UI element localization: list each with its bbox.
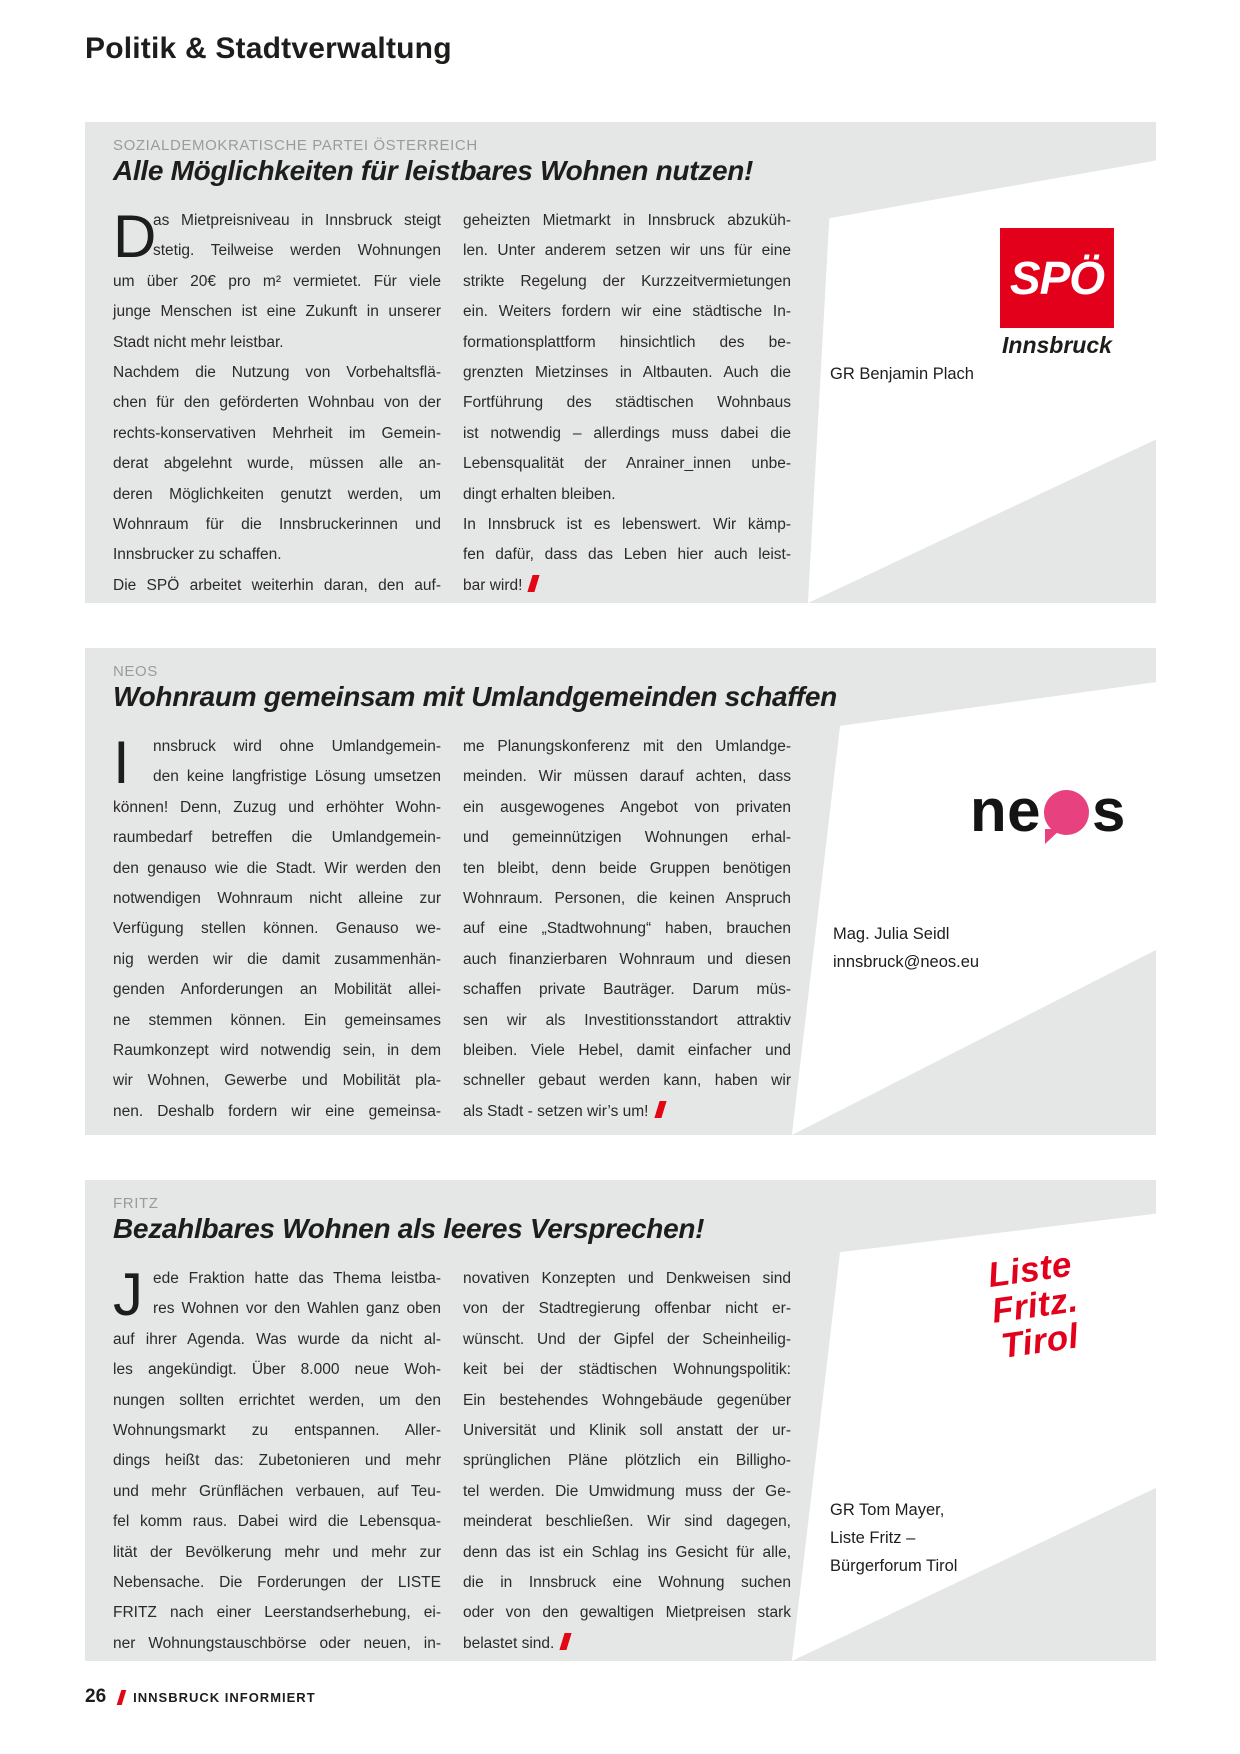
text-line: fen dafür, dass das Leben hier auch leist- bbox=[463, 546, 791, 564]
section-title: Alle Möglichkeiten für leistbares Wohnen nutzen! bbox=[113, 155, 754, 186]
text-line: Die SPÖ arbeitet weiterhin daran, den auf- bbox=[113, 576, 441, 594]
text-line: Wohnraum für die Innsbruckerinnen und bbox=[113, 516, 441, 534]
text-line: ein ausgewogenes Angebot von privaten bbox=[463, 798, 791, 816]
text-line: ten bleibt, denn beide Gruppen benötigen bbox=[463, 859, 791, 877]
text-line: keit bei der städtischen Wohnungspolitik: bbox=[463, 1361, 791, 1379]
author-caption bbox=[830, 1496, 957, 1580]
text-column-right bbox=[463, 732, 791, 1127]
text-line: Ein bestehendes Wohngebäude gegenüber bbox=[463, 1391, 791, 1409]
neos-logo-left: ne bbox=[970, 777, 1042, 844]
text-line: FRITZ nach einer Leerstandserhebung, ei- bbox=[113, 1604, 441, 1622]
section-spoe bbox=[85, 122, 1156, 603]
caption-line: Mag. Julia Seidl bbox=[833, 925, 950, 943]
text-line: ede Fraktion hatte das Thema leistba- bbox=[153, 1270, 441, 1287]
magazine-name: INNSBRUCK INFORMIERT bbox=[133, 1689, 316, 1705]
text-line: sen wir als Investitionsstandort attraktiv bbox=[463, 1011, 791, 1029]
text-line: Raumkonzept wird notwendig sein, in dem bbox=[113, 1042, 441, 1060]
text-column-right bbox=[463, 206, 791, 601]
text-line: novativen Konzepten und Denkweisen sind bbox=[463, 1270, 791, 1287]
text-line: oder von den gewaltigen Mietpreisen stark bbox=[463, 1604, 791, 1622]
text-line: Universität und Klinik soll anstatt der ur- bbox=[463, 1422, 791, 1440]
page-footer bbox=[85, 1686, 316, 1708]
text-line: stetig. Teilweise werden Wohnungen bbox=[153, 242, 441, 260]
text-line: als Stadt - setzen wir’s um! bbox=[463, 1097, 791, 1127]
text-line: fel komm raus. Dabei wird die Lebensqua- bbox=[113, 1513, 441, 1531]
section-fritz bbox=[85, 1180, 1156, 1661]
text-line: ist notwendig – allerdings muss dabei die bbox=[463, 424, 791, 442]
text-column-left bbox=[113, 203, 441, 601]
text-line: schaffen private Bauträger. Darum müs- bbox=[463, 981, 791, 999]
section-label: SOZIALDEMOKRATISCHE PARTEI ÖSTERREICH bbox=[113, 137, 478, 154]
neos-logo bbox=[970, 776, 1126, 845]
text-line: Nebensache. Die Forderungen der LISTE bbox=[113, 1574, 441, 1592]
text-line: meinden. Wir müssen darauf achten, dass bbox=[463, 768, 791, 786]
text-line: lität der Bevölkerung mehr und mehr zur bbox=[113, 1543, 441, 1561]
text-line: geheizten Mietmarkt in Innsbruck abzuküh- bbox=[463, 212, 791, 229]
text-line: me Planungskonferenz mit den Umlandge- bbox=[463, 738, 791, 755]
text-line: Stadt nicht mehr leistbar. bbox=[113, 333, 284, 351]
text-line: von der Stadtregierung offenbar nicht er- bbox=[463, 1300, 791, 1318]
section-neos bbox=[85, 648, 1156, 1135]
caption-line: Liste Fritz – bbox=[830, 1529, 916, 1547]
text-line: rechts-konservativen Mehrheit im Gemein- bbox=[113, 424, 441, 442]
dropcap-letter: D bbox=[113, 203, 157, 270]
text-line: denn das ist ein Schlag ins Gesicht für alle, bbox=[463, 1543, 791, 1561]
text-line: bar wird! bbox=[463, 571, 791, 601]
end-slash-icon bbox=[528, 575, 540, 592]
logo-line: Fritz. bbox=[989, 1280, 1081, 1331]
text-columns bbox=[113, 1261, 791, 1659]
text-line: und gemeinnützigen Wohnungen erhal- bbox=[463, 829, 791, 847]
text-line: Innsbrucker zu schaffen. bbox=[113, 546, 282, 564]
caption-line: GR Benjamin Plach bbox=[830, 365, 974, 383]
caption-line: innsbruck@neos.eu bbox=[833, 953, 980, 971]
text-line: raumbedarf betreffen die Umlandgemein- bbox=[113, 829, 441, 847]
text-column-left bbox=[113, 729, 441, 1127]
dropcap-letter: J bbox=[113, 1261, 143, 1328]
text-line: den keine langfristige Lösung umsetzen bbox=[153, 768, 441, 786]
text-line: auf ihrer Agenda. Was wurde da nicht al- bbox=[113, 1330, 441, 1348]
text-line: Wohnraum. Personen, die keinen Anspruch bbox=[463, 890, 791, 908]
spoe-logo: SPÖ bbox=[1000, 228, 1114, 328]
text-line: schneller gebaut werden kann, haben wir bbox=[463, 1072, 791, 1090]
text-line: wünscht. Und der Gipfel der Scheinheilig- bbox=[463, 1330, 791, 1348]
text-line: belastet sind. bbox=[463, 1629, 791, 1659]
text-line: nungen sollten errichtet werden, um den bbox=[113, 1391, 441, 1409]
text-line: können! Denn, Zuzug und erhöhter Wohn- bbox=[113, 798, 441, 816]
section-title: Bezahlbares Wohnen als leeres Versprechen! bbox=[113, 1213, 705, 1244]
text-line: dingt erhalten bleiben. bbox=[463, 485, 616, 503]
page-number: 26 bbox=[85, 1686, 107, 1707]
text-line: formationsplattform hinsichtlich des be- bbox=[463, 333, 791, 351]
text-line: ein. Weiters fordern wir eine städtische In- bbox=[463, 303, 791, 321]
end-slash-icon bbox=[654, 1101, 666, 1118]
text-line: um über 20€ pro m² vermietet. Für viele bbox=[113, 272, 441, 290]
text-line: ne stemmen können. Ein gemeinsames bbox=[113, 1011, 441, 1029]
neos-logo-right: s bbox=[1092, 777, 1126, 844]
text-line: wir Wohnen, Gewerbe und Mobilität pla- bbox=[113, 1072, 441, 1090]
text-line: Wohnungsmarkt zu entspannen. Aller- bbox=[113, 1422, 441, 1440]
text-line: bleiben. Viele Hebel, damit einfacher und bbox=[463, 1042, 791, 1060]
text-line: nen. Deshalb fordern wir eine gemeinsa- bbox=[113, 1102, 441, 1120]
text-line: genden Anforderungen an Mobilität allei- bbox=[113, 981, 441, 999]
text-line: dings heißt das: Zubetonieren und mehr bbox=[113, 1452, 441, 1470]
text-column-right bbox=[463, 1264, 791, 1659]
text-line: auf eine „Stadtwohnung“ haben, brauchen bbox=[463, 920, 791, 938]
logo-line: Tirol bbox=[998, 1316, 1082, 1366]
text-line: as Mietpreisniveau in Innsbruck steigt bbox=[153, 212, 441, 229]
text-line: Fortführung des städtischen Wohnbaus bbox=[463, 394, 791, 412]
text-columns bbox=[113, 203, 791, 601]
text-line: Verfügung stellen können. Genauso we- bbox=[113, 920, 441, 938]
end-slash-icon bbox=[560, 1633, 572, 1650]
dropcap-letter: I bbox=[113, 729, 130, 796]
text-line: und mehr Grünflächen verbauen, auf Teu- bbox=[113, 1482, 441, 1500]
text-line: chen für den geförderten Wohnbau von der bbox=[113, 394, 441, 412]
text-line: strikte Regelung der Kurzzeitvermietungen bbox=[463, 272, 791, 290]
caption-line: GR Tom Mayer, bbox=[830, 1501, 945, 1519]
speech-bubble-icon bbox=[1044, 790, 1089, 835]
text-line: Lebensqualität der Anrainer_innen unbe- bbox=[463, 455, 791, 473]
text-line: len. Unter anderem setzen wir uns für eine bbox=[463, 242, 791, 260]
text-line: nig werden wir die damit zusammenhän- bbox=[113, 950, 441, 968]
author-caption bbox=[833, 920, 979, 976]
caption-line: Bürgerforum Tirol bbox=[830, 1557, 958, 1575]
text-line: Nachdem die Nutzung von Vorbehaltsflä- bbox=[113, 364, 441, 382]
section-title: Wohnraum gemeinsam mit Umlandgemeinden schaffen bbox=[113, 681, 837, 712]
text-line: grenzten Mietzinses in Altbauten. Auch die bbox=[463, 364, 791, 382]
text-line: auch finanzierbaren Wohnraum und diesen bbox=[463, 950, 791, 968]
text-line: res Wohnen vor den Wahlen ganz oben bbox=[153, 1300, 441, 1318]
text-line: notwendigen Wohnraum nicht alleine zur bbox=[113, 890, 441, 908]
page-title: Politik & Stadtverwaltung bbox=[85, 32, 452, 65]
text-line: tel werden. Die Umwidmung muss der Ge- bbox=[463, 1482, 791, 1500]
text-line: meinderat beschließen. Wir sind dagegen, bbox=[463, 1513, 791, 1531]
spoe-logo-subtext: Innsbruck bbox=[1002, 332, 1112, 358]
text-line: nnsbruck wird ohne Umlandgemein- bbox=[153, 738, 441, 755]
text-line: junge Menschen ist eine Zukunft in unserer bbox=[113, 303, 441, 321]
logo-line: Liste bbox=[985, 1244, 1075, 1296]
text-line: den genauso wie die Stadt. Wir werden den bbox=[113, 859, 441, 877]
text-line: sprünglichen Pläne plötzlich ein Billigho- bbox=[463, 1452, 791, 1470]
section-label: FRITZ bbox=[113, 1195, 159, 1212]
text-column-left bbox=[113, 1261, 441, 1659]
text-line: die in Innsbruck eine Wohnung suchen bbox=[463, 1574, 791, 1592]
text-line: ner Wohnungstauschbörse oder neuen, in- bbox=[113, 1634, 441, 1652]
text-line: In Innsbruck ist es lebenswert. Wir kämp- bbox=[463, 516, 791, 534]
footer-slash-icon bbox=[117, 1690, 127, 1705]
text-columns bbox=[113, 729, 791, 1127]
text-line: deren Möglichkeiten genutzt werden, um bbox=[113, 485, 441, 503]
text-line: les angekündigt. Über 8.000 neue Woh- bbox=[113, 1361, 441, 1379]
author-caption bbox=[830, 360, 974, 388]
section-label: NEOS bbox=[113, 663, 158, 680]
text-line: derat abgelehnt wurde, müssen alle an- bbox=[113, 455, 441, 473]
